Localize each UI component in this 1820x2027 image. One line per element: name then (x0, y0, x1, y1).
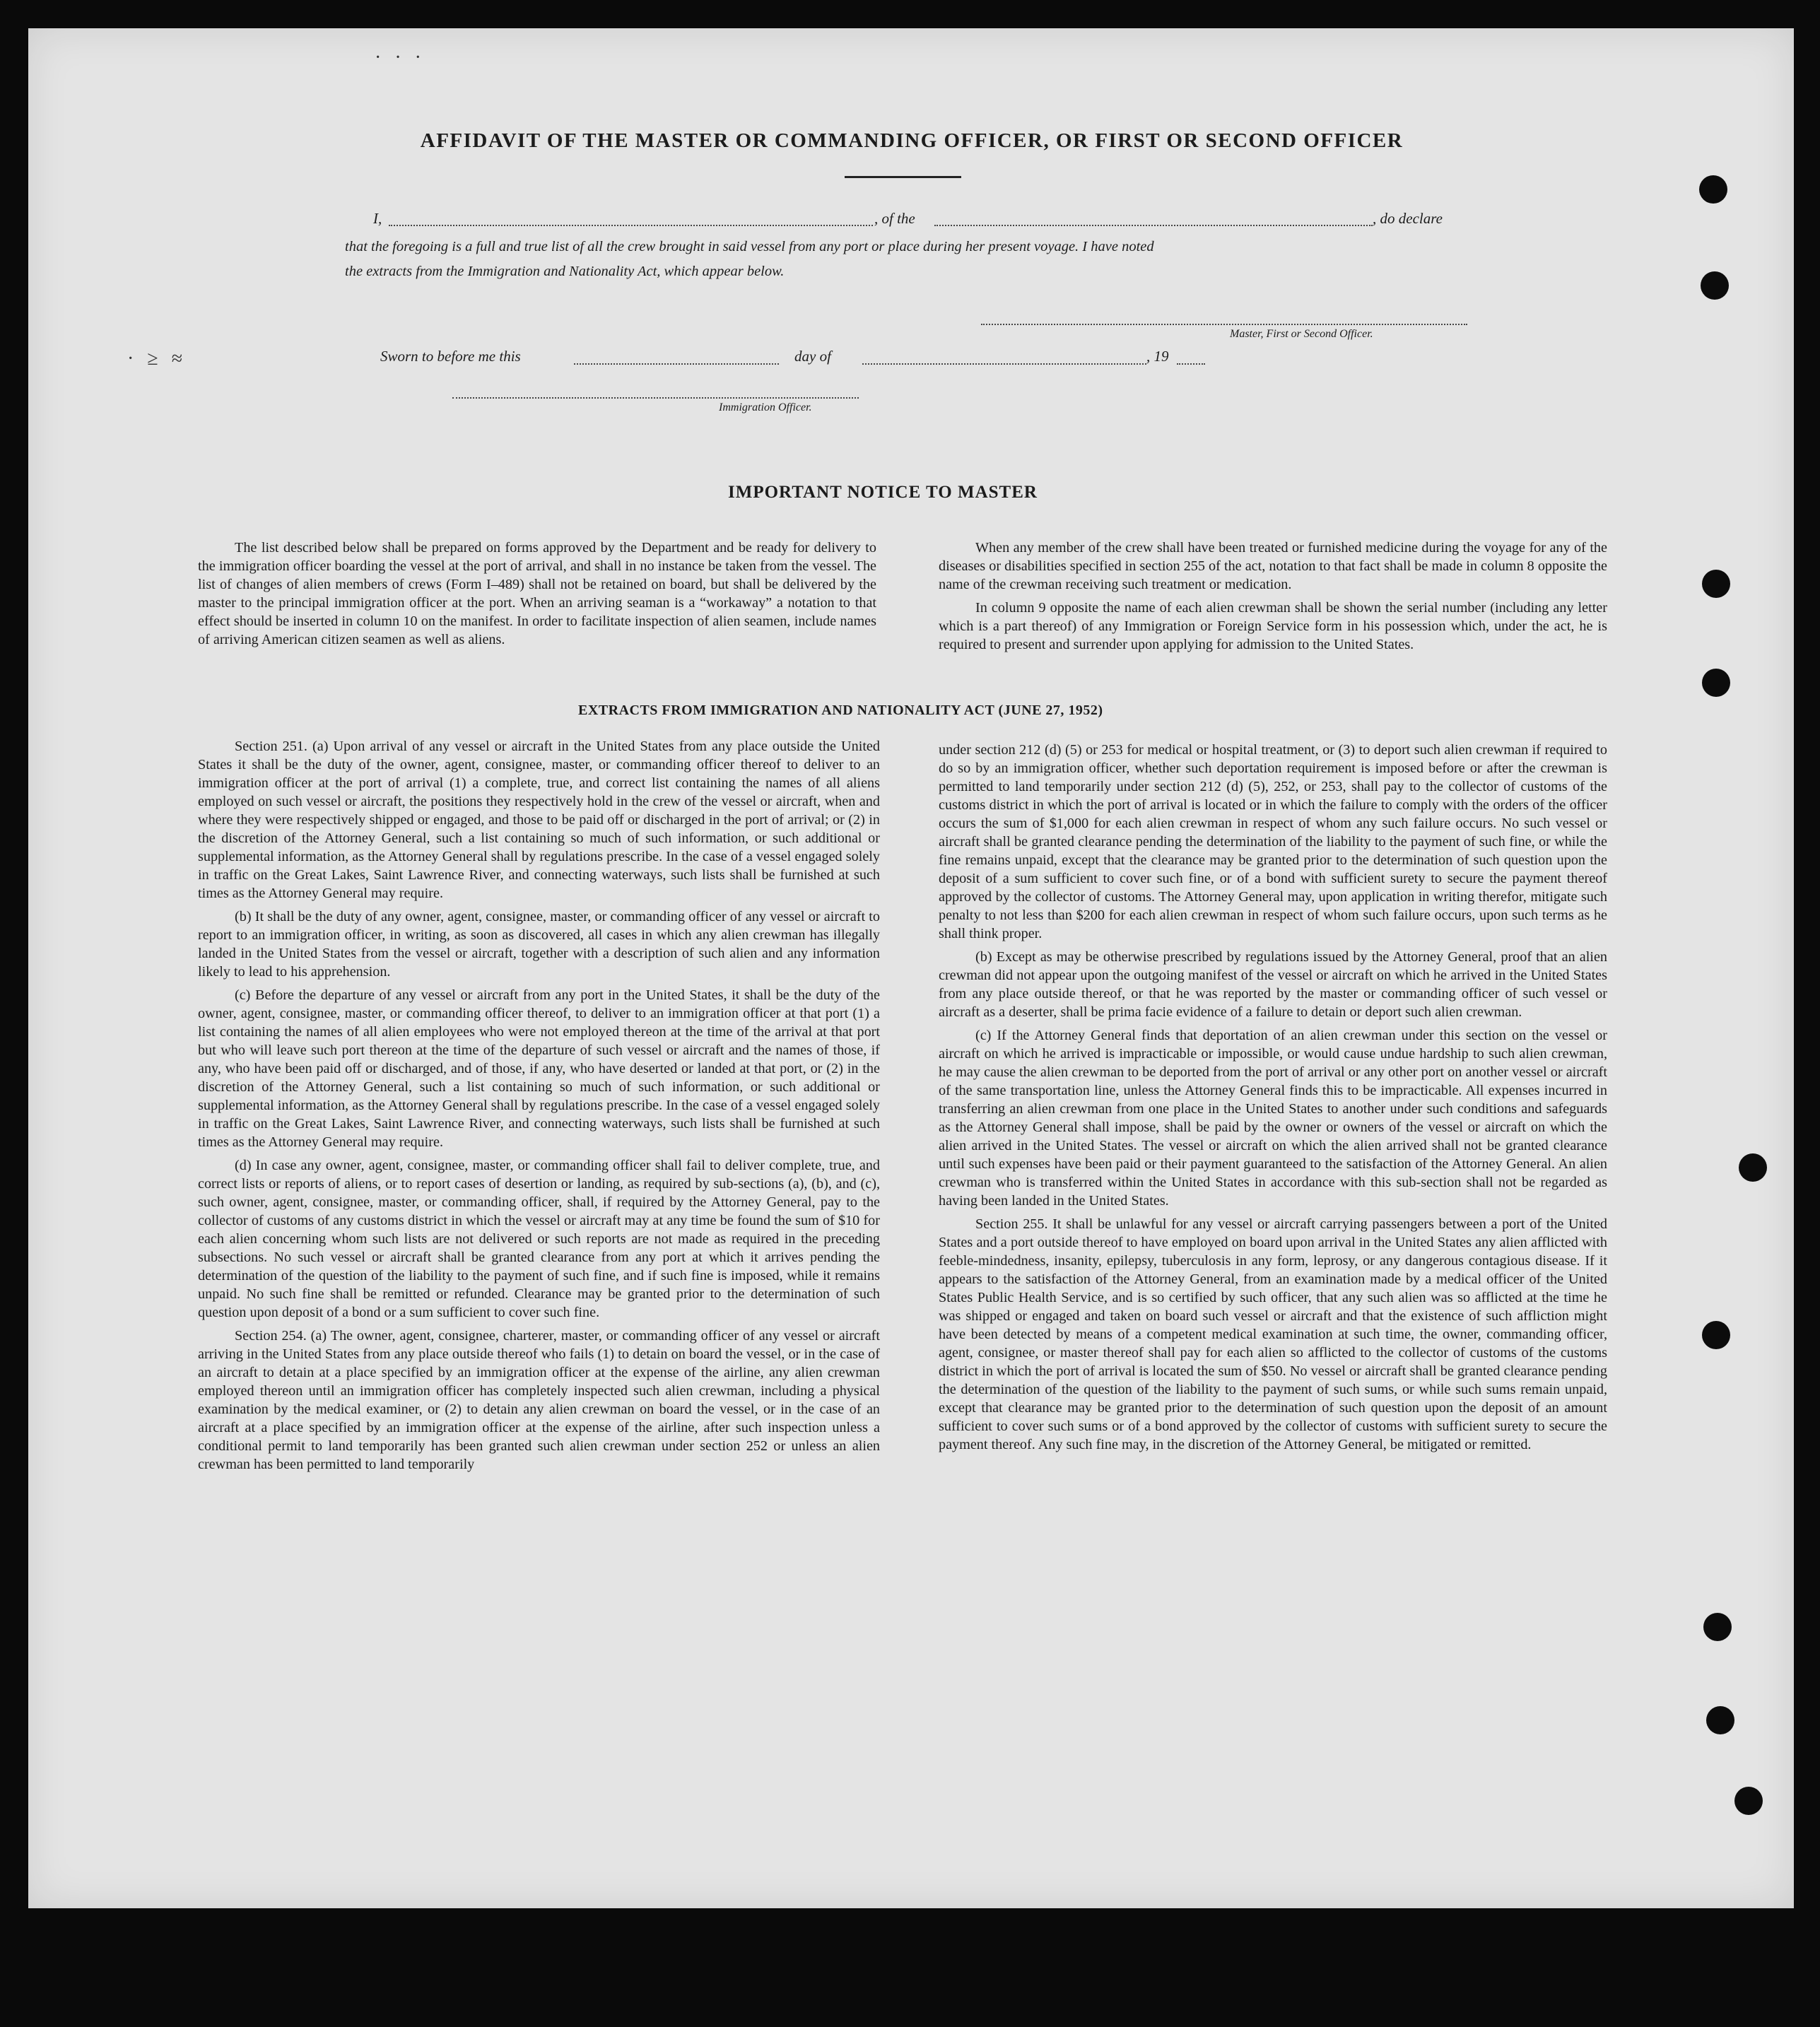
immigration-officer-signature-line[interactable] (452, 397, 859, 399)
declaration-of-the-label: , of the (874, 210, 915, 227)
declaration-text-line-2: the extracts from the Immigration and Nationality Act, which appear below. (345, 264, 785, 279)
extracts-right-column (939, 741, 1607, 1459)
section-254-b: (b) Except as may be otherwise prescribed by regulations issued by the Attorney General, proof that an alien crewman did not appear upon the outgoing manifest of the vessel or aircraft on which he arrived in the United States from any place outside thereof, or that he was reported by the master or commanding officer of such vessel or aircraft as a deserter, shall be prima facie evidence of a failure to detain or deport such alien crewman. (939, 949, 1607, 1020)
sworn-day-blank[interactable] (574, 363, 779, 365)
section-254-a: Section 254. (a) The owner, agent, consignee, charterer, master, or commanding officer of any vessel or aircraft arriving in the United States from any place outside thereof who fails (1) to detain on board the vessel, or in the case of an aircraft to detain at a place specified by an immigration officer at the expense of the airline, any alien crewman employed thereon until an immigration officer has completely inspected such alien crewman, including a physical examination by the medical examiner, or (2) to detain any alien crewman on board the vessel, or in the case of an aircraft at a place specified by an immigration officer at the expense of the airline, after such inspection unless a conditional permit to land temporarily has been granted such alien crewman under section 252 or unless an alien crewman has been permitted to land temporarily (198, 1328, 880, 1472)
vessel-name-blank[interactable] (934, 225, 1373, 226)
binder-hole (1699, 175, 1727, 204)
binder-hole (1706, 1706, 1734, 1734)
scan-specks: · · · (375, 47, 425, 69)
section-254-a-continued: under section 212 (d) (5) or 253 for medical or hospital treatment, or (3) to deport such alien crewman if required to do so by an immigration officer, whether such deportation requirement is imposed before or after the crewman is permitted to land temporarily under section 212 (d) (5), 252, or 253, shall pay to the collector of customs of the customs district in which the port of arrival is located or in which the failure to comply with the orders of the officer occurs the sum of $1,000 for each alien crewman in respect of whom any such failure occurs. No such vessel or aircraft shall be granted clearance pending the determination of the liability to the payment of such fine, or while the fine remains unpaid, except that the clearance may be granted prior to the determination of such question upon the deposit of a sum sufficient to cover such fine, or of a bond with sufficient surety to secure the payment thereof approved by the collector of customs. The Attorney General may, upon application in writing therefor, mitigate such penalty to not less than $200 for each alien crewman in respect of whom such failure occurs, upon such terms as he shall think proper. (939, 742, 1607, 941)
declarant-name-blank[interactable] (389, 225, 873, 226)
extracts-left-column (198, 737, 880, 1479)
binder-hole (1734, 1787, 1763, 1815)
title-rule (845, 176, 961, 178)
notice-right-column (939, 539, 1607, 659)
declaration-text-line-1: that the foregoing is a full and true list of all the crew brought in said vessel from any port or place during her present voyage. I have noted (345, 239, 1154, 254)
bleed-through-text (177, 185, 187, 201)
year-label: , 19 (1146, 348, 1169, 365)
notice-right-paragraph-2: In column 9 opposite the name of each alien crewman shall be shown the serial number (including any letter which is a part thereof) of any Immigration or Foreign Service form in his possession which, under the act, he is required to present and surrender upon applying for admission to the United States. (939, 600, 1607, 652)
binder-hole (1701, 271, 1729, 300)
section-251-b: (b) It shall be the duty of any owner, agent, consignee, master, or commanding officer of any vessel or aircraft to report to an immigration officer, in writing, as soon as discovered, all cases in which any alien crewman has illegally landed in the United States from the vessel or aircraft, together with a description of such alien and any information likely to lead to his apprehension. (198, 909, 880, 980)
section-251-c: (c) Before the departure of any vessel or aircraft from any port in the United States, it shall be the duty of the owner, agent, consignee, master, or commanding officer thereof, to deliver to an immigration officer at that port (1) a list containing the names of all alien employees who were not employed thereon at the time of the arrival at that port but who will leave such port thereon at the time of the departure of such vessel or aircraft and the names of those, if any, who have been paid off or discharged, and of those, if any, who have deserted or landed at that port, or (2) in the discretion of the Attorney General, such a list containing so much of such information, or such additional or supplemental information, as the Attorney General shall by regulations prescribe. In the case of a vessel engaged solely in traffic on the Great Lakes, Saint Lawrence River, and connecting waterways, such lists shall be furnished at such times as the Attorney General may require. (198, 987, 880, 1150)
notice-left-paragraph: The list described below shall be prepared on forms approved by the Department and be ready for delivery to the immigration officer boarding the vessel at the port of arrival, and shall in no instance be taken from the vessel. The list of changes of alien members of crews (Form I–489) shall not be retained on board, but shall be delivered by the master to the principal immigration officer at the port. When an arriving seaman is a “workaway” a notation to that effect should be inserted in column 10 on the manifest. In order to facilitate inspection of alien seamen, include names of arriving American citizen seamen as well as aliens. (198, 540, 876, 647)
declaration-do-declare-label: , do declare (1373, 210, 1443, 227)
declaration-i-label: I, (373, 210, 382, 227)
binder-hole (1703, 1613, 1732, 1641)
day-of-label: day of (794, 348, 831, 365)
section-251-d: (d) In case any owner, agent, consignee, master, or commanding officer shall fail to deliver complete, true, and correct lists or reports of aliens, or to report cases of desertion or landing, as required by sub-sections (a), (b), and (c), such owner, agent, consignee, master, or commanding officer, shall, if required by the Attorney General, pay to the collector of customs of any customs district in which the vessel or aircraft may at any time be found the sum of $10 for each alien concerning whom such lists are not delivered or such reports are not made as required in the preceding subsections. No such vessel or aircraft shall be granted clearance from any port at which it arrives pending the determination of the question of the liability to the payment of such fine, and if such fine is imposed, while it remains unpaid. No such fine shall be remitted or refunded. Clearance may be granted prior to the determination of such question upon deposit of a bond or a sum sufficient to cover such fine. (198, 1158, 880, 1320)
sworn-year-blank[interactable] (1177, 363, 1205, 365)
section-254-c: (c) If the Attorney General finds that deportation of an alien crewman under this section on the vessel or aircraft on which he arrived is impracticable or impossible, or would cause undue hardship to such alien crewman, he may cause the alien crewman to be deported from the port of arrival or any other port on another vessel or aircraft of the same transportation line, unless the Attorney General finds this to be impracticable. All expenses incurred in transferring an alien crewman from one place in the United States to another under such conditions and safeguards as the Attorney General shall impose, shall be paid by the owner or owners of the vessel or aircraft on which the alien arrived in the United States. The vessel or aircraft on which the alien arrived shall not be granted clearance until such expenses have been paid or their payment guaranteed to the satisfaction of the Attorney General. An alien crewman who is transferred within the United States in accordance with this sub-section shall not be regarded as having been landed in the United States. (939, 1028, 1607, 1209)
binder-hole (1739, 1153, 1767, 1182)
notice-right-paragraph-1: When any member of the crew shall have been treated or furnished medicine during the voyage for any of the diseases or disabilities specified in section 255 of the act, notation to that fact shall be made in column 8 opposite the name of the crewman receiving such treatment or medication. (939, 540, 1607, 592)
binder-hole (1702, 669, 1730, 697)
section-255: Section 255. It shall be unlawful for any vessel or aircraft carrying passengers between a port of the United States and a port outside thereof to have employed on board upon arrival in the United States any alien afflicted with feeble-mindedness, insanity, epilepsy, tuberculosis in any form, leprosy, or any dangerous contagious disease. If it appears to the satisfaction of the Attorney General, from an examination made by a medical officer of the United States Public Health Service, and is so certified by such officer, that any such alien was so afflicted at the time he was shipped or engaged and taken on board such vessel or aircraft and that the existence of such affliction might have been detected by means of a competent medical examination at such time, the owner, commanding officer, agent, consignee, or master thereof shall pay for each alien so afflicted to the collector of customs of the customs district in which the port of arrival is located the sum of $50. No vessel or aircraft shall be granted clearance pending the determination of the question of the liability to the payment of such sums, or while such sums remain unpaid, except that clearance may be granted prior to the determination of such question upon the deposit of an amount sufficient to cover such sums or of a bond approved by the collector of customs with sufficient surety to secure the payment thereof. Any such fine may, in the discretion of the Attorney General, be mitigated or remitted. (939, 1216, 1607, 1452)
notice-title: IMPORTANT NOTICE TO MASTER (728, 483, 1038, 502)
immigration-officer-caption: Immigration Officer. (719, 401, 812, 413)
affidavit-title: AFFIDAVIT OF THE MASTER OR COMMANDING OFFICER, OR FIRST OR SECOND OFFICER (420, 129, 1404, 152)
master-signature-line[interactable] (981, 324, 1467, 325)
extracts-title: EXTRACTS FROM IMMIGRATION AND NATIONALITY ACT (JUNE 27, 1952) (578, 703, 1103, 718)
notice-left-column (198, 539, 876, 654)
binder-hole (1702, 1321, 1730, 1349)
scan-specks: · ≥ ≈ (127, 348, 187, 370)
sworn-month-blank[interactable] (862, 363, 1146, 365)
section-251-a: Section 251. (a) Upon arrival of any vessel or aircraft in the United States from any place outside the United States it shall be the duty of the owner, agent, consignee, master, or commanding officer thereof to deliver to an immigration officer at the port of arrival (1) a complete, true, and correct list containing the names of all aliens employed on such vessel or aircraft, the positions they respectively hold in the crew of the vessel or aircraft, when and where they were respectively shipped or engaged, and those to be paid off or discharged in the port of arrival; or (2) in the discretion of the Attorney General, such a list containing so much of such information, or such additional or supplemental information, as the Attorney General shall by regulations prescribe. In the case of a vessel engaged solely in traffic on the Great Lakes, Saint Lawrence River, and connecting waterways, such lists shall be furnished at such times as the Attorney General may require. (198, 739, 880, 901)
master-signature-caption: Master, First or Second Officer. (1230, 328, 1373, 340)
sworn-label: Sworn to before me this (380, 348, 521, 365)
binder-hole (1702, 570, 1730, 598)
